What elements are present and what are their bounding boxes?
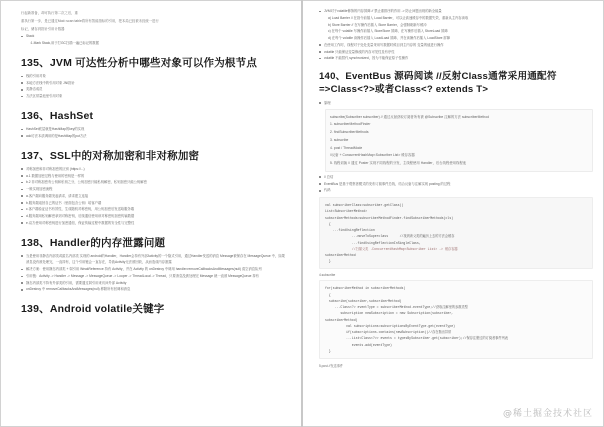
code-line: } <box>325 348 331 353</box>
page-right-content <box>319 7 593 369</box>
code-line: subscribe(subscriber,subscriberMethod) <box>325 298 402 303</box>
bullet-list <box>21 33 287 47</box>
list-item-subtext: :1.Mark Stack,用于打GC扫描一遍已标记的数据 <box>30 41 99 45</box>
list-item: 当是使用非静态内部类或匿名内部类 实现的 android的Handler，Handler会持有外部Activity的一个隐式引用，通过Handler发送的消息 Message被保存在 MessageQueue 中，如果消息没有被处理完，一直持有，这个引用链会一直存在，导致Activity无法被回收，从而造成内存泄露 <box>21 253 287 267</box>
code-line: subscriberMethods=subscriberMethodFinder.findSubscriberMethods(cls) <box>325 215 454 220</box>
section-heading-137 <box>21 149 287 163</box>
section-number: 135、 <box>21 56 50 69</box>
list-item <box>319 8 593 42</box>
list-item: onDestroy 中 removeCallbacksAndMessages(null) 移除所有回调和消息 <box>21 286 287 293</box>
section-number: 138、 <box>21 236 50 249</box>
section-heading-135 <box>21 56 287 70</box>
list-item: 在使用工作时，线程对于处处变量采用写数据时候目到主内存的 变量的值进行操作 <box>319 42 593 49</box>
code-line: for(subscriberMethod in subscriberMethods) <box>325 286 406 291</box>
section-number: 139、 <box>21 303 50 316</box>
list-item: 引用链：Activity -> Handler -> Message -> MessageQueue -> Looper -> ThreadLocal -> Thread，只要消息没被处理完 Message 就一直被 MessageQueue 持有 <box>21 273 287 280</box>
bullet-list <box>319 100 593 107</box>
list-item: volatile 不能替代 synchronized，因为不能保证原子性操作 <box>319 55 593 62</box>
list-item: 静态内部类不持有外部类的引用，需要通过弱引用来访问外部 Activity <box>21 280 287 287</box>
section-title: HashSet <box>49 109 94 122</box>
bullet-list <box>21 253 287 294</box>
code-block-subscriber-methods[interactable] <box>319 197 593 269</box>
section-number: 140、 <box>319 71 346 82</box>
principle-note-box <box>325 109 593 172</box>
code-line: } <box>325 259 331 264</box>
code-line: ...findUsingReflectionInSingleClass, <box>325 240 421 245</box>
bullet-list <box>21 166 287 227</box>
code-line: List<SubscriberMethod> <box>325 209 368 214</box>
paragraph: 行起新准备，却可执行第二次之后，重 <box>21 11 78 15</box>
section-title: Android volatile关键字 <box>49 303 165 316</box>
paragraph: 2. findSubscriberMethods <box>330 130 369 135</box>
post-note: 5.post //发送事件 <box>319 364 344 369</box>
list-item-subtext: d) 在每个 volatile 读操作后插入 LoadLoad 屏障、并在读操作后插入 LoadStore 屏障 <box>328 36 451 40</box>
bullet-list <box>21 73 287 100</box>
section-number: 136、 <box>21 109 50 122</box>
list-item-label: 原理 <box>319 100 593 107</box>
code-block-subscribe[interactable] <box>319 280 593 359</box>
list-item: 解决方案：使用静态内部类 + 弱引用 WeakReference 持有 Activity，并在 Activity 的 onDestroy 中调用 handler.removeCallbacksAndMessages(null) 清空消息队列 <box>21 266 287 273</box>
paragraph: 4. post / ThreadMode <box>330 145 363 150</box>
section-title: SSL中的对称加密和非对称加密 <box>49 149 200 162</box>
code-line: val subscriberClass=subscriber.getClass() <box>325 203 404 208</box>
code-line: ...findUsingReflection <box>325 228 375 233</box>
section-title: JVM 可达性分析中哪些对象可以作为根节点 <box>49 56 258 69</box>
paragraph: //反射 + ConcurrentHashMap<Subscriber List> 缓存容器 <box>330 153 415 158</box>
list-item: a.1 数据加密过程与使用的密钥是一样的 <box>21 173 287 180</box>
list-item: 一般实现加密流程 <box>21 186 287 193</box>
list-item: b.服务端返回自己的证书（里面包含公钥）给客户端 <box>21 200 287 207</box>
list-item: 方法区常量池里引用对象 <box>21 93 287 100</box>
list-item: 类静态成员 <box>21 86 287 93</box>
code-line: { <box>325 292 331 297</box>
code-line: subscriberMethod <box>325 253 356 257</box>
bullet-list <box>319 174 593 194</box>
code-line: ...moveToSuperclass //找到该父类的遍历上去的方法会缓存 <box>325 234 455 239</box>
code-block-label: 4.subscribe <box>319 273 336 278</box>
paragraph: 重执行第一步，是已通过Mod::scan table将所有智能指标的引用，把本局已经被未经统一进行 <box>21 18 159 23</box>
list-item <box>21 33 287 47</box>
section-heading-139 <box>21 302 287 316</box>
code-line: ...Class<?> eventType = subscriberMethod.eventType;//获取注解里的参数类型 <box>325 305 468 310</box>
paragraph: 5. 线程切换 // 通过 Poster 实现不同线程的分发，主线程使用 Handler，后台线程使用线程池 <box>330 161 467 166</box>
code-line: ...List<Class<?>> events = typesBySubscriber.get(subscriber);//保存注册过的订阅者事件列表 <box>325 336 508 341</box>
code-line: val subscriptions=subscriptionsByEventType.get(eventType) <box>325 323 456 328</box>
list-item-subtext: b) Store Barrier // 在写操作后插入 Store Barrier，会强制刷新写缓冲 <box>328 22 427 27</box>
list-item-text: JVM对于volatile修饰的内存屏障 // 禁止重排序的作用 -> 防止问题出现的新全能量 <box>324 9 442 13</box>
list-item-subtext: a) Load Barrier // 在指令前插入 Load Barrier，可以让高速缓存中的数据失效，重新从主内存读取 <box>328 15 469 20</box>
watermark: @稀土掘金技术社区 <box>502 409 593 419</box>
list-item: // 总结 <box>319 174 593 181</box>
paragraph: 3. subscribe <box>330 137 349 142</box>
list-item: 栈的引用对象 <box>21 73 287 80</box>
list-item: EventBus 是基于观察者模式的发布订阅事件总线，结合反射与注解实现 posting 的过程 <box>319 181 593 188</box>
list-item: volatile 只能保证变量修改的内存可见性及有序性 <box>319 49 593 56</box>
bullet-list <box>21 126 287 140</box>
section-title: EventBus 源码阅读 //反射Class通常采用通配符 =>Class<?>或者Class<? extends T> <box>319 71 557 95</box>
list-item: c.客户端验证证书有效性，生成随机对称密钥，用公钥加密后发送给服务端 <box>21 206 287 213</box>
section-title: Handler的内存泄露问题 <box>49 236 166 249</box>
list-item-label: 代码 <box>319 187 593 194</box>
list-item-text: Stack <box>26 34 35 39</box>
list-item: a.客户端向服务端发起请求，请求建立连接 <box>21 193 287 200</box>
paragraph: subscribe(Subscriber subscriber) // 通过反射获取订阅者所有被 @Subscribe 注解的方法 subscriberMethod <box>330 114 489 119</box>
list-item: d.服务端用私钥解密拿到对称密钥，后续通信使用该对称密钥加密传输数据 <box>21 213 287 220</box>
page-left-content <box>21 9 287 319</box>
list-item: HashSet底层就是HashMap的key的实现 <box>21 126 287 133</box>
code-line: if(subscriptions.contains(newSubscription))//存在抛出异常 <box>325 330 452 335</box>
list-item: 本地方法栈中的引用对象 JNI指针 <box>21 80 287 87</box>
list-item: e.双方使用对称密钥进行加密通信，保证传输过程中数据的安全性与完整性 <box>21 220 287 227</box>
section-heading-138 <box>21 236 287 250</box>
section-number: 137、 <box>21 149 50 162</box>
code-line-comment: //扫描父类 .ConcurrentHashMap<Subscriber List> -> 缓存容器 <box>325 246 458 251</box>
bullet-list <box>319 8 593 62</box>
page-gutter <box>301 0 303 427</box>
code-line: { <box>325 221 331 226</box>
list-item: add方法本质调用的是HashMap的put方法 <box>21 133 287 140</box>
code-line: events.add(eventType) <box>325 342 392 347</box>
document-page-right[interactable] <box>302 0 604 427</box>
section-heading-136 <box>21 109 287 123</box>
paragraph: 标记，储存到指针引用计数器 <box>21 26 65 31</box>
list-item: 对称加密和非对称加密的区别 (https://...) <box>21 166 287 173</box>
code-line: subscriberMethod) <box>325 317 358 322</box>
paragraph: 1. subscriberMethodFinder <box>330 122 371 127</box>
list-item-subtext: c) 在每个 volatile 写操作前插入 StoreStore 屏障，在写操作后插入 StoreLoad 屏障 <box>328 29 448 34</box>
code-line: subscription newSubscription = new Subscription(subscriber, <box>325 311 454 316</box>
list-item: b.2 非对称加密有公钥和私钥之分，公钥加密只能私钥解密，私钥加密只能公钥解密 <box>21 179 287 186</box>
section-heading-140 <box>319 71 593 97</box>
